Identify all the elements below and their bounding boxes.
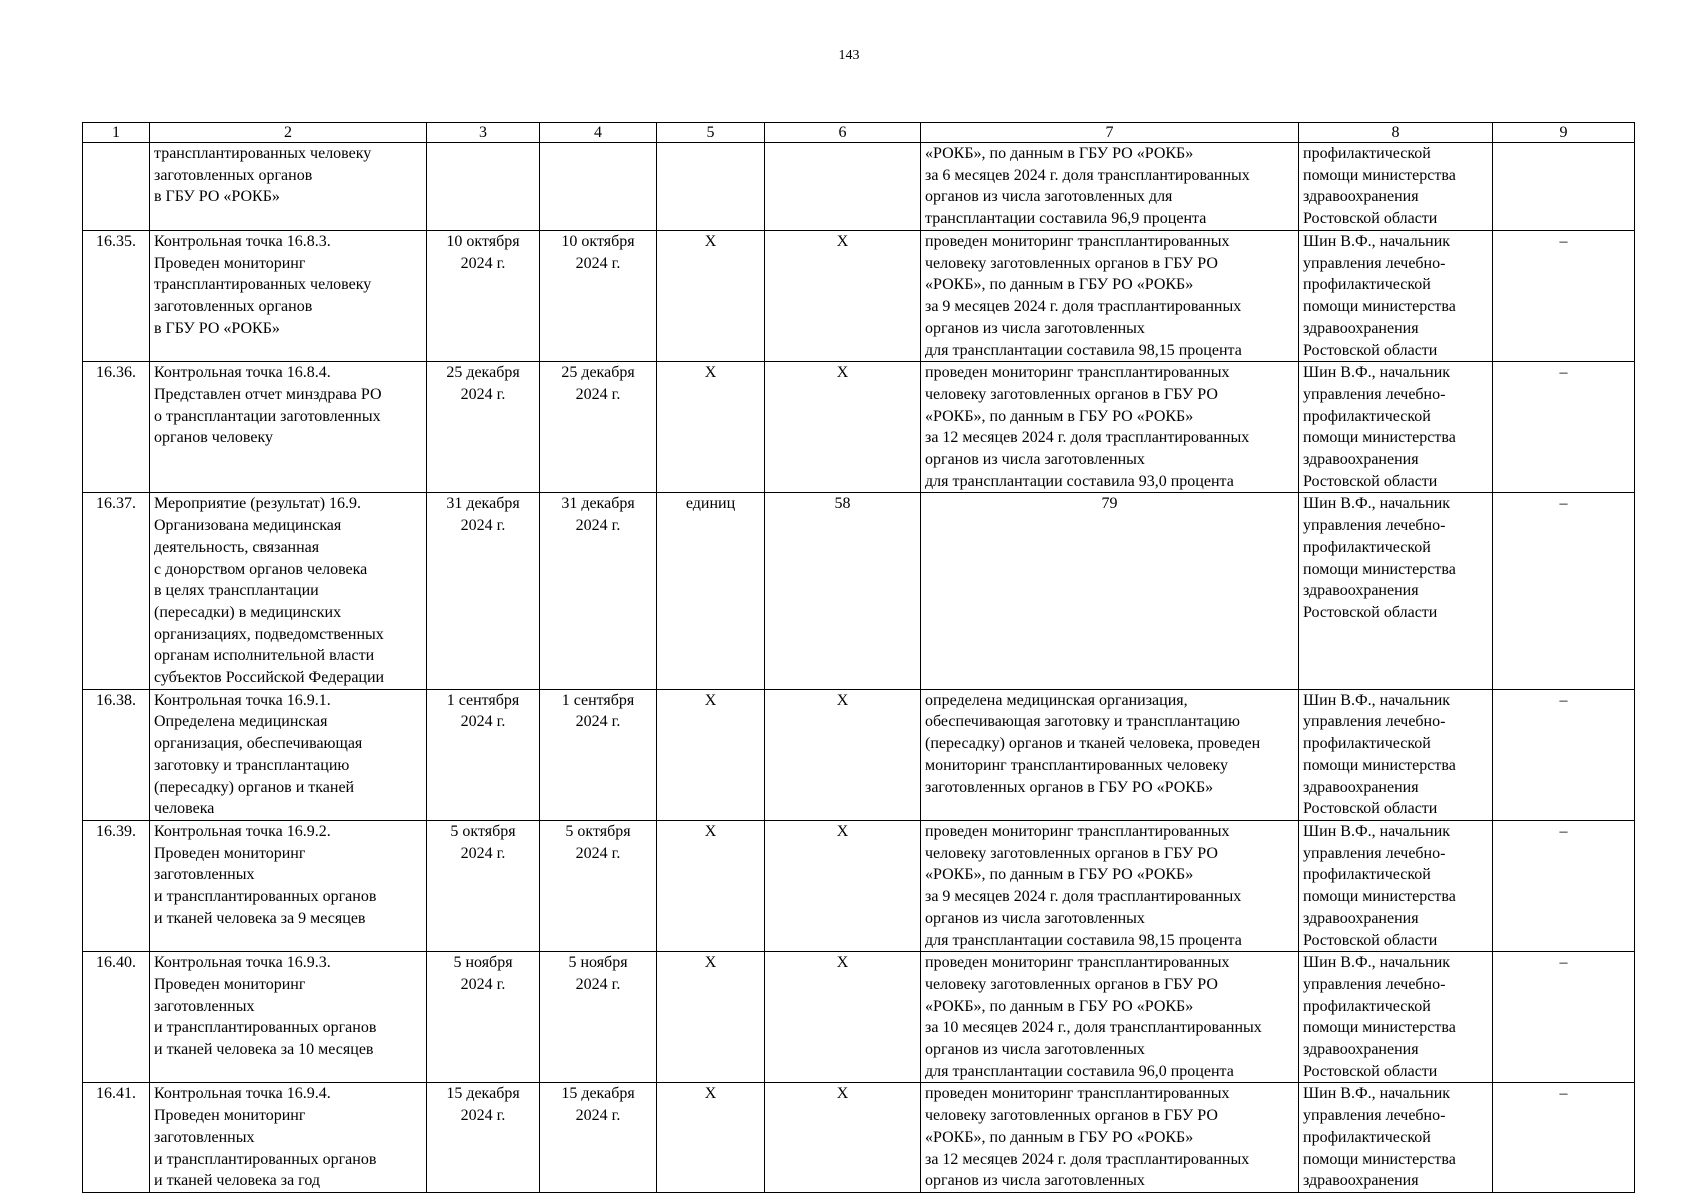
responsible-person-line: здравоохранения [1303,778,1419,796]
note: – [1493,820,1635,951]
item-name-line: Контрольная точка 16.8.3. [154,233,331,250]
responsible-person-line: помощи министерства [1303,298,1456,316]
actual-result-line: за 10 месяцев 2024 г., доля трансплантированных [925,1019,1262,1037]
row-number: 16.39. [83,820,150,951]
end-date-line: 2024 г. [575,385,621,403]
item-name [150,689,427,820]
note: – [1493,952,1635,1083]
item-name-line: Контрольная точка 16.9.1. [154,691,331,709]
page-number: 143 [838,48,860,63]
actual-result [921,1083,1299,1193]
note: – [1493,1083,1635,1193]
unit-of-measure: Х [657,362,765,493]
item-name-line: (пересадку) органов и тканей [154,778,355,796]
start-date-line: 2024 г. [460,713,506,731]
note: – [1493,493,1635,689]
actual-result-line: человеку заготовленных органов в ГБУ РО [925,844,1218,862]
actual-result-line: обеспечивающая заготовку и трансплантацию [925,713,1240,731]
item-name-line: Организована медицинская [154,517,342,535]
responsible-person-line: помощи министерства [1303,429,1456,447]
responsible-person-line: помощи министерства [1303,756,1456,774]
start-date-line: 2024 г. [460,517,506,535]
item-name-line: в целях трансплантации [154,582,319,600]
table-row [83,231,1635,362]
item-name-line: в ГБУ РО «РОКБ» [154,188,280,206]
table-row [83,143,1635,231]
end-date-line: 2024 г. [575,1107,621,1125]
item-name-line: Определена медицинская [154,713,328,731]
actual-result-line: трансплантации составила 96,9 процента [925,210,1207,228]
start-date-line: 2024 г. [460,254,506,272]
responsible-person-line: помощи министерства [1303,888,1456,906]
planned-value: Х [765,820,921,951]
responsible-person-line: помощи министерства [1303,166,1456,184]
column-number: 6 [765,123,921,143]
item-name-line: и трансплантированных органов [154,1150,377,1168]
item-name-line: (пересадки) в медицинских [154,603,342,621]
start-date-line: 5 октября [450,822,516,840]
responsible-person [1299,362,1493,493]
planned-value: Х [765,231,921,362]
item-name-line: заготовленных [154,1128,255,1146]
actual-result-line: проведен мониторинг трансплантированных [925,233,1230,250]
item-name-line: заготовленных [154,997,255,1015]
responsible-person-line: Ростовской области [1303,472,1438,490]
actual-result-line: заготовленных органов в ГБУ РО «РОКБ» [925,778,1214,796]
actual-result-line: человеку заготовленных органов в ГБУ РО [925,975,1218,993]
planned-value: Х [765,952,921,1083]
responsible-person-line: Ростовской области [1303,1062,1438,1080]
end-date [540,820,657,951]
actual-result [921,689,1299,820]
responsible-person-line: управления лечебно- [1303,844,1446,862]
responsible-person-line: Шин В.Ф., начальник [1303,822,1451,840]
row-number: 16.37. [83,493,150,689]
actual-result-line: проведен мониторинг трансплантированных [925,954,1230,972]
responsible-person-line: помощи министерства [1303,1150,1456,1168]
actual-result-line: «РОКБ», по данным в ГБУ РО «РОКБ» [925,276,1194,294]
actual-result-line: органов из числа заготовленных для [925,188,1173,206]
item-name-line: Контрольная точка 16.9.3. [154,954,331,972]
actual-result-line: человеку заготовленных органов в ГБУ РО [925,385,1218,403]
column-number: 7 [921,123,1299,143]
item-name-line: заготовленных органов [154,166,313,184]
responsible-person [1299,952,1493,1083]
start-date [427,143,540,231]
item-name-line: Представлен отчет минздрава РО [154,385,382,403]
item-name [150,362,427,493]
responsible-person-line: Шин В.Ф., начальник [1303,364,1451,382]
start-date-line: 15 декабря [446,1085,520,1103]
table-row [83,689,1635,820]
item-name-line: субъектов Российской Федерации [154,669,385,687]
responsible-person [1299,820,1493,951]
row-number: 16.36. [83,362,150,493]
item-name [150,820,427,951]
start-date [427,952,540,1083]
actual-result-line: мониторинг трансплантированных человеку [925,756,1228,774]
table-row [83,1083,1635,1193]
item-name-line: Проведен мониторинг [154,1107,306,1125]
start-date-line: 10 октября [446,233,520,250]
end-date [540,362,657,493]
responsible-person-line: Шин В.Ф., начальник [1303,954,1451,972]
end-date-line: 5 ноября [568,954,628,972]
actual-result [921,362,1299,493]
end-date [540,689,657,820]
item-name [150,493,427,689]
unit-of-measure [657,143,765,231]
actual-result-line: проведен мониторинг трансплантированных [925,1085,1230,1103]
responsible-person-line: здравоохранения [1303,909,1419,927]
item-name-line: с донорством органов человека [154,560,368,578]
responsible-person-line: здравоохранения [1303,582,1419,600]
responsible-person-line: профилактической [1303,1128,1431,1146]
planned-value: Х [765,689,921,820]
start-date [427,1083,540,1193]
responsible-person-line: Ростовской области [1303,603,1438,621]
actual-result-line: органов из числа заготовленных [925,909,1145,927]
responsible-person-line: профилактической [1303,997,1431,1015]
actual-result-line: органов из числа заготовленных [925,319,1145,337]
table-row [83,362,1635,493]
actual-result-line: за 12 месяцев 2024 г. доля трасплантированных [925,429,1250,447]
item-name-line: организациях, подведомственных [154,625,384,643]
responsible-person-line: управления лечебно- [1303,1107,1446,1125]
planned-value: Х [765,362,921,493]
start-date-line: 2024 г. [460,1107,506,1125]
end-date-line: 2024 г. [575,254,621,272]
item-name [150,952,427,1083]
start-date-line: 2024 г. [460,385,506,403]
responsible-person-line: профилактической [1303,145,1431,162]
actual-result-line: для трансплантации составила 98,15 процента [925,341,1242,359]
actual-result-line: «РОКБ», по данным в ГБУ РО «РОКБ» [925,866,1194,884]
actual-result-line: проведен мониторинг трансплантированных [925,364,1230,382]
actual-result-line: определена медицинская организация, [925,691,1188,709]
item-name-line: органов человеку [154,429,274,447]
plan-table [82,122,1635,1193]
actual-result-line: «РОКБ», по данным в ГБУ РО «РОКБ» [925,1128,1194,1146]
item-name-line: заготовленных органов [154,298,313,316]
start-date-line: 2024 г. [460,844,506,862]
item-name-line: деятельность, связанная [154,538,320,556]
item-name-line: трансплантированных человеку [154,276,372,294]
actual-result-line: за 6 месяцев 2024 г. доля трансплантированных [925,166,1250,184]
start-date [427,689,540,820]
item-name [150,1083,427,1193]
row-number: 16.35. [83,231,150,362]
responsible-person [1299,143,1493,231]
item-name-line: Контрольная точка 16.8.4. [154,364,331,382]
end-date [540,143,657,231]
item-name-line: человека [154,800,215,818]
end-date-line: 2024 г. [575,713,621,731]
actual-result-line: человеку заготовленных органов в ГБУ РО [925,1107,1218,1125]
start-date [427,362,540,493]
start-date [427,820,540,951]
item-name-line: заготовку и трансплантацию [154,756,350,774]
responsible-person-line: Ростовской области [1303,210,1438,228]
end-date-line: 5 октября [565,822,631,840]
responsible-person-line: Шин В.Ф., начальник [1303,691,1451,709]
responsible-person [1299,1083,1493,1193]
start-date-line: 2024 г. [460,975,506,993]
row-number: 16.38. [83,689,150,820]
actual-result-line: (пересадку) органов и тканей человека, проведен [925,735,1261,753]
planned-value [765,143,921,231]
responsible-person-line: здравоохранения [1303,319,1419,337]
item-name-line: Проведен мониторинг [154,975,306,993]
responsible-person-line: помощи министерства [1303,1019,1456,1037]
unit-of-measure: Х [657,1083,765,1193]
item-name-line: заготовленных [154,866,255,884]
table-body [83,143,1635,1193]
item-name-line: и тканей человека за 10 месяцев [154,1041,374,1059]
responsible-person-line: управления лечебно- [1303,975,1446,993]
actual-result-line: проведен мониторинг трансплантированных [925,822,1230,840]
actual-result [921,952,1299,1083]
end-date-line: 15 декабря [561,1085,635,1103]
row-number: 16.41. [83,1083,150,1193]
responsible-person-line: управления лечебно- [1303,385,1446,403]
row-number: 16.40. [83,952,150,1083]
column-number: 1 [83,123,150,143]
column-number: 5 [657,123,765,143]
column-number-row [83,123,1635,143]
item-name-line: Контрольная точка 16.9.4. [154,1085,331,1103]
planned-value: Х [765,1083,921,1193]
unit-of-measure: Х [657,952,765,1083]
responsible-person-line: Шин В.Ф., начальник [1303,233,1451,250]
responsible-person-line: профилактической [1303,276,1431,294]
responsible-person-line: помощи министерства [1303,560,1456,578]
actual-result-line: «РОКБ», по данным в ГБУ РО «РОКБ» [925,145,1194,162]
start-date-line: 31 декабря [446,495,520,513]
item-name-line: в ГБУ РО «РОКБ» [154,319,280,337]
actual-result-line: человеку заготовленных органов в ГБУ РО [925,254,1218,272]
responsible-person-line: Ростовской области [1303,341,1438,359]
item-name-line: организация, обеспечивающая [154,735,363,753]
start-date-line: 1 сентября [446,691,520,709]
responsible-person-line: профилактической [1303,866,1431,884]
responsible-person-line: Ростовской области [1303,800,1438,818]
actual-result-line: для трансплантации составила 98,15 процента [925,931,1242,949]
actual-result-line: за 9 месяцев 2024 г. доля трасплантированных [925,298,1242,316]
responsible-person-line: Шин В.Ф., начальник [1303,495,1451,513]
actual-result [921,143,1299,231]
item-name-line: о трансплантации заготовленных [154,407,381,425]
actual-result-line: для трансплантации составила 96,0 процента [925,1062,1234,1080]
start-date [427,231,540,362]
actual-result-line: для трансплантации составила 93,0 процента [925,472,1234,490]
unit-of-measure: Х [657,820,765,951]
column-number: 3 [427,123,540,143]
end-date-line: 2024 г. [575,975,621,993]
end-date-line: 25 декабря [561,364,635,382]
actual-result-line: за 9 месяцев 2024 г. доля трасплантированных [925,888,1242,906]
end-date [540,493,657,689]
responsible-person-line: Шин В.Ф., начальник [1303,1085,1451,1103]
end-date-line: 2024 г. [575,517,621,535]
responsible-person-line: здравоохранения [1303,188,1419,206]
actual-result [921,820,1299,951]
responsible-person-line: профилактической [1303,538,1431,556]
end-date [540,952,657,1083]
responsible-person-line: здравоохранения [1303,1041,1419,1059]
note: – [1493,689,1635,820]
item-name-line: трансплантированных человеку [154,145,372,162]
responsible-person-line: управления лечебно- [1303,713,1446,731]
actual-result: 79 [921,493,1299,689]
unit-of-measure: Х [657,689,765,820]
item-name-line: и тканей человека за 9 месяцев [154,909,366,927]
start-date [427,493,540,689]
actual-result-line: за 12 месяцев 2024 г. доля трасплантированных [925,1150,1250,1168]
item-name [150,231,427,362]
row-number [83,143,150,231]
table-row [83,820,1635,951]
actual-result-line: органов из числа заготовленных [925,1172,1145,1190]
responsible-person-line: профилактической [1303,735,1431,753]
item-name-line: Контрольная точка 16.9.2. [154,822,331,840]
table-row [83,952,1635,1083]
column-number: 2 [150,123,427,143]
responsible-person-line: Ростовской области [1303,931,1438,949]
responsible-person-line: управления лечебно- [1303,517,1446,535]
item-name-line: и трансплантированных органов [154,1019,377,1037]
actual-result-line: органов из числа заготовленных [925,1041,1145,1059]
responsible-person-line: здравоохранения [1303,451,1419,469]
responsible-person-line: профилактической [1303,407,1431,425]
note: – [1493,231,1635,362]
planned-value: 58 [765,493,921,689]
note: – [1493,362,1635,493]
actual-result [921,231,1299,362]
actual-result-line: «РОКБ», по данным в ГБУ РО «РОКБ» [925,407,1194,425]
end-date [540,231,657,362]
item-name-line: Проведен мониторинг [154,844,306,862]
column-number: 4 [540,123,657,143]
note [1493,143,1635,231]
item-name-line: органам исполнительной власти [154,647,375,665]
actual-result-line: органов из числа заготовленных [925,451,1145,469]
item-name-line: Мероприятие (результат) 16.9. [154,495,362,513]
item-name [150,143,427,231]
item-name-line: и трансплантированных органов [154,888,377,906]
table-row [83,493,1635,689]
end-date-line: 2024 г. [575,844,621,862]
end-date-line: 1 сентября [561,691,635,709]
responsible-person-line: управления лечебно- [1303,254,1446,272]
end-date-line: 31 декабря [561,495,635,513]
end-date [540,1083,657,1193]
responsible-person [1299,493,1493,689]
start-date-line: 5 ноября [453,954,513,972]
unit-of-measure: единиц [657,493,765,689]
unit-of-measure: Х [657,231,765,362]
column-number: 9 [1493,123,1635,143]
start-date-line: 25 декабря [446,364,520,382]
item-name-line: и тканей человека за год [154,1172,321,1190]
item-name-line: Проведен мониторинг [154,254,306,272]
column-number: 8 [1299,123,1493,143]
end-date-line: 10 октября [561,233,635,250]
responsible-person [1299,231,1493,362]
responsible-person-line: здравоохранения [1303,1172,1419,1190]
actual-result-line: «РОКБ», по данным в ГБУ РО «РОКБ» [925,997,1194,1015]
responsible-person [1299,689,1493,820]
